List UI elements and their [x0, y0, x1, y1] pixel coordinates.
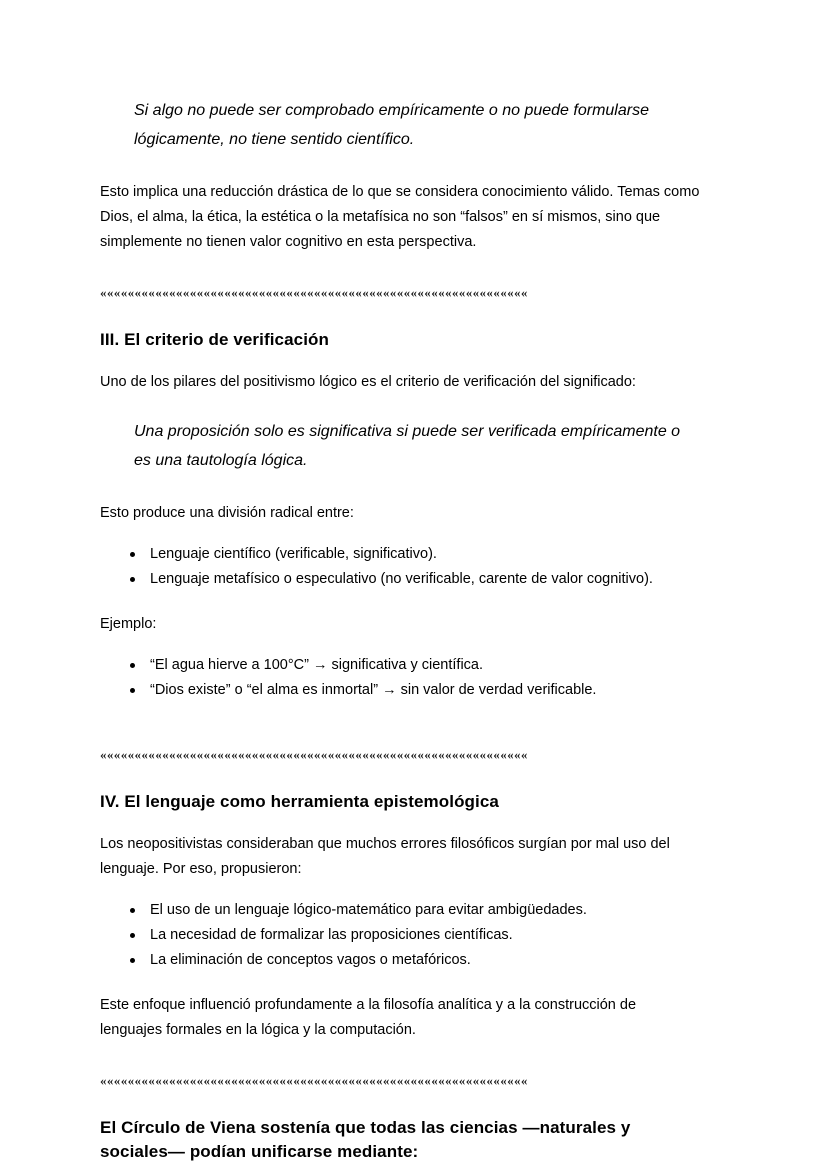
- spacer: [100, 592, 700, 612]
- list-item-label: Lenguaje científico (verificable, significativo).: [150, 546, 437, 562]
- bullet-dot-icon: [130, 552, 135, 557]
- spacer: [100, 703, 700, 747]
- spacer: [100, 973, 700, 993]
- bullet-dot-icon: [130, 933, 135, 938]
- list-item-label: La necesidad de formalizar las proposiciones científicas.: [150, 927, 513, 943]
- spacer: [100, 475, 700, 501]
- spacer: [100, 764, 700, 790]
- list-tipos-de-lenguaje: [100, 542, 700, 592]
- list-item: [100, 567, 700, 592]
- list-item: [100, 678, 700, 703]
- list-ejemplos-proposiciones: [100, 653, 700, 703]
- list-item-label: “Dios existe” o “el alma es inmortal” → sin valor de verdad verificable.: [150, 682, 597, 698]
- paragraph-reduccion-drastica: Esto implica una reducción drástica de lo que se considera conocimiento válido. Temas como Dios, el alma, la ética, la estética o la metafísica no son “falsos” en sí mismos, sino que simplemente no tienen valor cognitivo en esta perspectiva.: [100, 184, 700, 250]
- section-divider-3: ««««««««««««««««««««««««««««««««««««««««««««««««««««««««««««««: [100, 1073, 528, 1088]
- spacer: [100, 255, 700, 285]
- spacer: [100, 1043, 700, 1073]
- list-item: [100, 653, 700, 678]
- list-item: [100, 542, 700, 567]
- spacer: [100, 1164, 700, 1169]
- list-item-label: La eliminación de conceptos vagos o metafóricos.: [150, 952, 471, 968]
- spacer: [100, 637, 700, 653]
- list-item-label: “El agua hierve a 100°C” → significativa y científica.: [150, 657, 484, 673]
- paragraph-influencia-filosofia-analitica: Este enfoque influenció profundamente a la filosofía analítica y a la construcción de lenguajes formales en la lógica y la computación.: [100, 997, 637, 1038]
- list-item: [100, 923, 700, 948]
- paragraph-pilares-positivismo: Uno de los pilares del positivismo lógico es el criterio de verificación del significado:: [100, 374, 636, 390]
- spacer: [100, 882, 700, 898]
- spacer: [100, 1090, 700, 1116]
- bullet-dot-icon: [130, 908, 135, 913]
- spacer: [100, 814, 700, 832]
- bullet-dot-icon: [130, 958, 135, 963]
- spacer: [100, 352, 700, 370]
- list-item: [100, 898, 700, 923]
- section-divider-2: ««««««««««««««««««««««««««««««««««««««««««««««««««««««««««««««: [100, 747, 528, 762]
- blockquote-sin-sentido-cientifico: Si algo no puede ser comprobado empíricamente o no puede formularse lógicamente, no tiene sentido científico.: [134, 102, 649, 148]
- spacer: [100, 395, 700, 417]
- spacer: [100, 526, 700, 542]
- spacer: [100, 154, 700, 180]
- spacer: [100, 302, 700, 328]
- heading-section-iii: III. El criterio de verificación: [100, 330, 330, 349]
- list-propuestas-lenguaje: [100, 898, 700, 973]
- bullet-dot-icon: [130, 577, 135, 582]
- list-item-label: Lenguaje metafísico o especulativo (no verificable, carente de valor cognitivo).: [150, 571, 653, 587]
- paragraph-division-radical: Esto produce una división radical entre:: [100, 505, 354, 521]
- heading-section-v: El Círculo de Viena sostenía que todas las ciencias —naturales y sociales— podían unificarse mediante:: [100, 1118, 631, 1161]
- document-body: [100, 96, 700, 1169]
- paragraph-neopositivistas-lenguaje: Los neopositivistas consideraban que muchos errores filosóficos surgían por mal uso del lenguaje. Por eso, propusieron:: [100, 836, 670, 877]
- bullet-dot-icon: [130, 663, 135, 668]
- list-item: [100, 948, 700, 973]
- bullet-dot-icon: [130, 688, 135, 693]
- paragraph-ejemplo-label: Ejemplo:: [100, 616, 157, 632]
- section-divider-1: ««««««««««««««««««««««««««««««««««««««««««««««««««««««««««««««: [100, 285, 528, 300]
- heading-section-iv: IV. El lenguaje como herramienta epistemológica: [100, 792, 499, 811]
- list-item-label: El uso de un lenguaje lógico-matemático para evitar ambigüedades.: [150, 902, 587, 918]
- blockquote-proposicion-significativa: Una proposición solo es significativa si puede ser verificada empíricamente o es una tautología lógica.: [134, 423, 681, 469]
